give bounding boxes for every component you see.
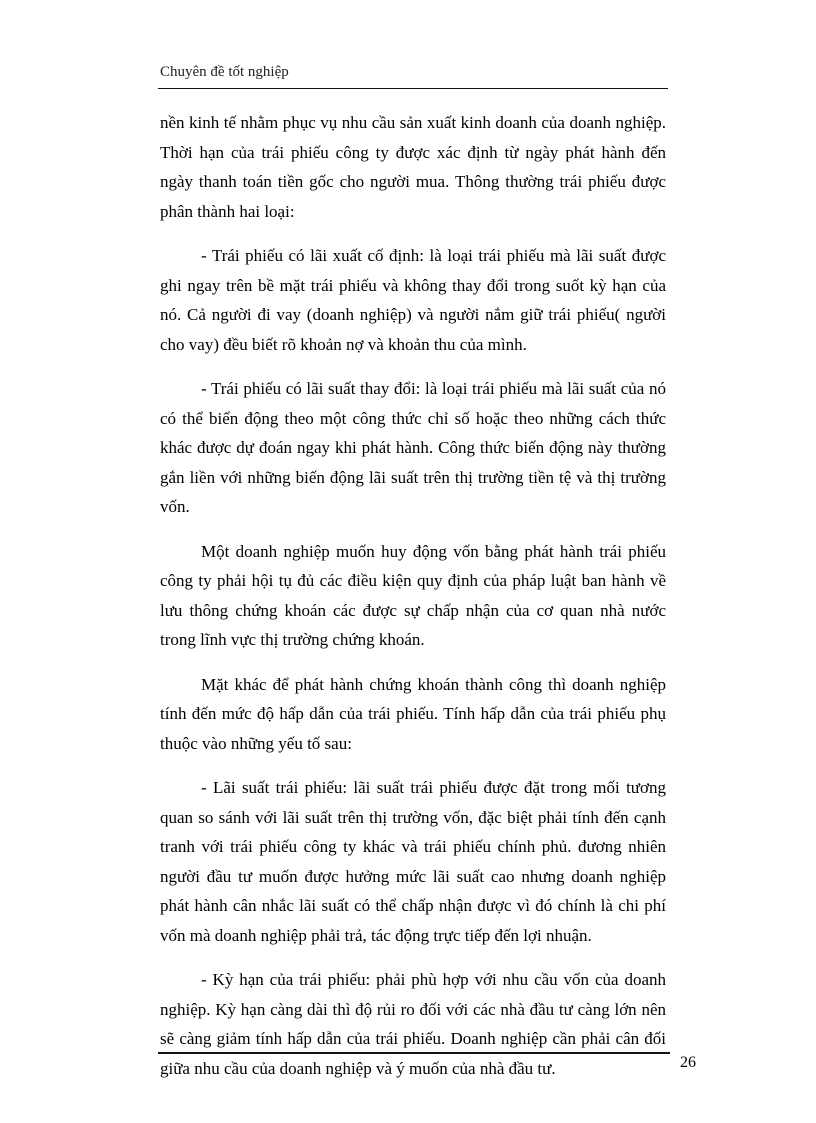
- paragraph-bond-attractiveness: Mặt khác để phát hành chứng khoán thành công thì doanh nghiệp tính đến mức độ hấp dẫn của trái phiếu. Tính hấp dẫn của trái phiếu phụ thuộc vào những yếu tố sau:: [160, 674, 666, 753]
- header-divider: [158, 88, 668, 89]
- body-text: [160, 108, 666, 1098]
- paragraph-maturity: - Kỳ hạn của trái phiếu: phải phù hợp với nhu cầu vốn của doanh nghiệp. Kỳ hạn càng dài thì độ rủi ro đối với các nhà đầu tư càng lớn nên sẽ càng giảm tính hấp dẫn của trái phiếu. Doanh nghiệp cần phải cân đối giữa nhu cầu của doanh nghiệp và ý muốn của nhà đầu tư.: [160, 970, 666, 1078]
- footer-divider: [158, 1052, 670, 1054]
- paragraph-interest-rate: - Lãi suất trái phiếu: lãi suất trái phiếu được đặt trong mối tương quan so sánh với lãi suất trên thị trường vốn, đặc biệt phải tính đến cạnh tranh với trái phiếu công ty khác và trái phiếu chính phủ. đương nhiên người đầu tư muốn được hưởng mức lãi suất cao nhưng doanh nghiệp phát hành cân nhắc lãi suất có thể chấp nhận được vì đó chính là chi phí vốn mà doanh nghiệp phải trả, tác động trực tiếp đến lợi nhuận.: [160, 778, 666, 945]
- paragraph-floating-rate-bond: - Trái phiếu có lãi suất thay đổi: là loại trái phiếu mà lãi suất của nó có thể biến động theo một công thức chỉ số hoặc theo những cách thức khác được dự đoán ngay khi phát hành. Công thức biến động này thường gắn liền với những biến động lãi suất trên thị trường tiền tệ và thị trường vốn.: [160, 379, 666, 516]
- paragraph-issuance-conditions: Một doanh nghiệp muốn huy động vốn bằng phát hành trái phiếu công ty phải hội tụ đủ các điều kiện quy định của pháp luật ban hành về lưu thông chứng khoán các được sự chấp nhận của cơ quan nhà nước trong lĩnh vực thị trường chứng khoán.: [160, 541, 666, 649]
- paragraph-intro-continuation: nền kinh tế nhằm phục vụ nhu cầu sản xuất kinh doanh của doanh nghiệp. Thời hạn của trái phiếu công ty được xác định từ ngày phát hành đến ngày thanh toán tiền gốc cho người mua. Thông thường trái phiếu được phân thành hai loại:: [160, 113, 666, 221]
- running-header: Chuyên đề tốt nghiệp: [160, 64, 289, 80]
- page-number: 26: [680, 1054, 696, 1071]
- paragraph-fixed-rate-bond: - Trái phiếu có lãi xuất cố định: là loại trái phiếu mà lãi suất được ghi ngay trên bề mặt trái phiếu và không thay đổi trong suốt kỳ hạn của nó. Cả người đi vay (doanh nghiệp) và người nắm giữ trái phiếu( người cho vay) đều biết rõ khoản nợ và khoản thu của mình.: [160, 246, 666, 354]
